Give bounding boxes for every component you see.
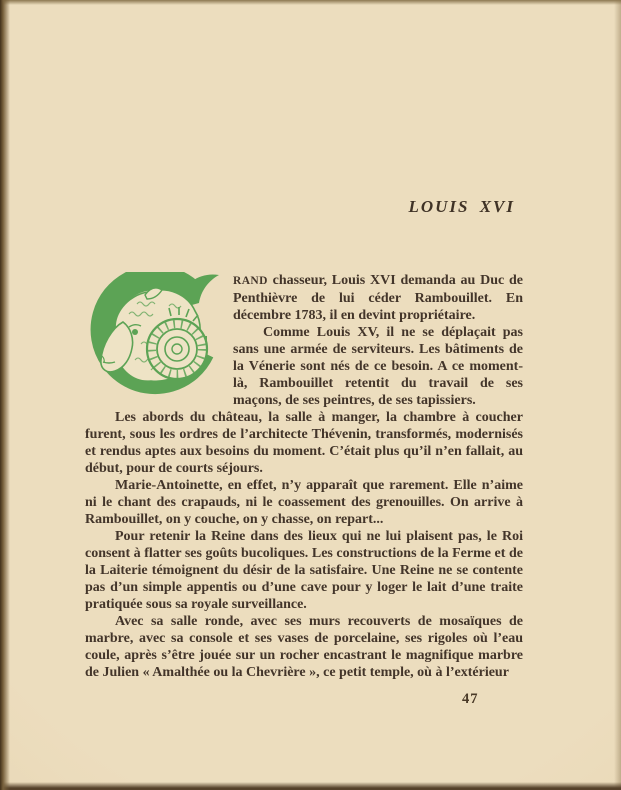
paragraph: Marie-Antoinette, en effet, n’y apparaît que rarement. Elle n’aime ni le chant des crapauds, ni le coassement des grenouilles. On arrive à Rambouillet, on y couche, on y chasse, on repart...	[85, 478, 523, 527]
dropcap-ram-initial-image	[85, 272, 226, 404]
paragraph-text: chasseur, Louis XVI demanda au Duc de Penthièvre de lui céder Rambouillet. En décembre 1783, il en devint propriétaire.	[233, 273, 523, 323]
dropcap-word-continuation: RAND	[233, 275, 268, 287]
page-number: 47	[462, 691, 479, 707]
running-head: LOUIS XVI	[408, 197, 515, 216]
paragraph: Avec sa salle ronde, avec ses murs recouverts de mosaïques de marbre, avec sa console et ses vases de porcelaine, ses rigoles où l’eau coule, après s’être jouée sur un rocher encastrant le magnifique marbre de Julien « Amalthée ou la Chevrière », ce petit temple, où à l’extérieur	[85, 614, 523, 680]
paragraph: Pour retenir la Reine dans des lieux qui ne lui plaisent pas, le Roi consent à flatter ses goûts bucoliques. Les constructions de la Ferme et de la Laiterie témoignent du désir de la satisfaire. Une Reine ne se contente pas d’un simple appentis ou d’une cave pour y loger le lait d’une traite pratiquée sous sa royale surveillance.	[85, 529, 523, 612]
body-text	[85, 272, 523, 681]
paragraph: Les abords du château, la salle à manger, la chambre à coucher furent, sous les ordres de l’architecte Thévenin, transformés, modernisés et rendus aptes aux besoins du moment. C’était plus qu’il n’en fallait, au début, pour de courts séjours.	[85, 410, 523, 476]
paragraph: Comme Louis XV, il ne se déplaçait pas sans une armée de serviteurs. Les bâtiments de la Vénerie sont nés de ce besoin. A ce moment-là, Rambouillet retentit du travail de ses maçons, de ses peintres, de ses tapissiers.	[233, 325, 523, 408]
